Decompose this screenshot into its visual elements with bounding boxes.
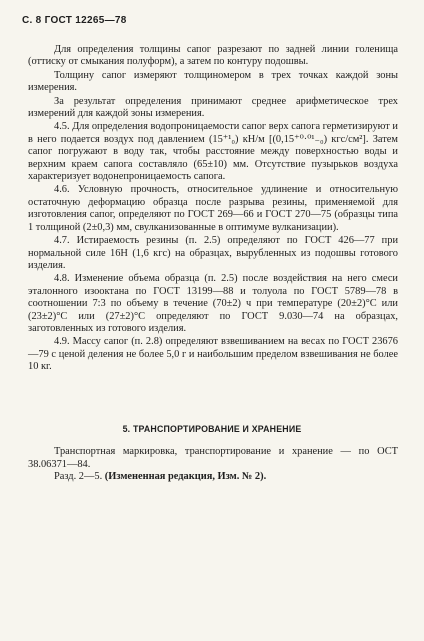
section-5-body <box>28 446 398 484</box>
paragraph-thickness-measure: Толщину сапог измеряют толщиномером в трех точках каждой зоны измерения. <box>28 69 398 94</box>
paragraph-thickness-cut: Для определения толщины сапог разрезают по задней линии голенища (оттиску от смыкания полуформ), а затем по контуру подошвы. <box>28 44 398 68</box>
paragraph-transport: Транспортная маркировка, транспортирование и хранение — по ОСТ 38.06371—84. <box>28 446 398 470</box>
paragraph-4-8: 4.8. Изменение объема образца (п. 2.5) после воздействия на него смеси эталонного изооктана по ГОСТ 13199—88 и толуола по ГОСТ 5789—78 в соотношении 7:3 по объему в течение (70±2) ч при температуре (20±2)°С или (23±2)°С или (27±2)°С определяют по ГОСТ 9.030—74 на образцах, заготовленных из готового изделия. <box>28 273 398 334</box>
paragraph-4-7: 4.7. Истираемость резины (п. 2.5) определяют по ГОСТ 426—77 при нормальной силе 16Н (1,6 кгс) на образцах, вырубленных из подошвы готового изделия. <box>28 235 398 271</box>
paragraph-4-5: 4.5. Для определения водопроницаемости сапог верх сапога герметизируют и в него подается воздух под давлением (15⁺¹₀) кН/м [(0,15⁺⁰·⁰¹₋₀) кгс/см²]. Затем сапог погружают в воду так, чтобы расстояние между поверхностью воды и верхним краем сапога составляло (65±10) мм. Отсутствие пузырьков воздуха характеризует водонепроницаемость сапога. <box>28 121 398 183</box>
paragraph-4-9: 4.9. Массу сапог (п. 2.8) определяют взвешиванием на весах по ГОСТ 23676—79 с ценой деления не более 5,0 г и наибольшим пределом взвешивания не более 10 кг. <box>28 336 398 373</box>
section-5-title: 5. ТРАНСПОРТИРОВАНИЕ И ХРАНЕНИЕ <box>122 424 302 434</box>
paragraph-4-6: 4.6. Условную прочность, относительное удлинение и относительную остаточную деформацию образца после разрыва резины, применяемой для изготовления сапог, определяют по ГОСТ 269—66 и ГОСТ 270—75 (образцы типа 1 толщиной (2±0,3) мм, свулканизованные в оптимуме вулканизации). <box>28 184 398 233</box>
section-4-body <box>28 44 398 375</box>
amendment-note: (Измененная редакция, Изм. № 2). <box>104 471 267 483</box>
paragraph-thickness-result: За результат определения принимают среднее арифметическое трех измерений для каждой зоны измерения. <box>28 95 398 120</box>
page-header: С. 8 ГОСТ 12265—78 <box>22 15 127 26</box>
paragraph-amendment <box>28 471 398 484</box>
amendment-prefix: Разд. 2—5. <box>54 471 105 483</box>
